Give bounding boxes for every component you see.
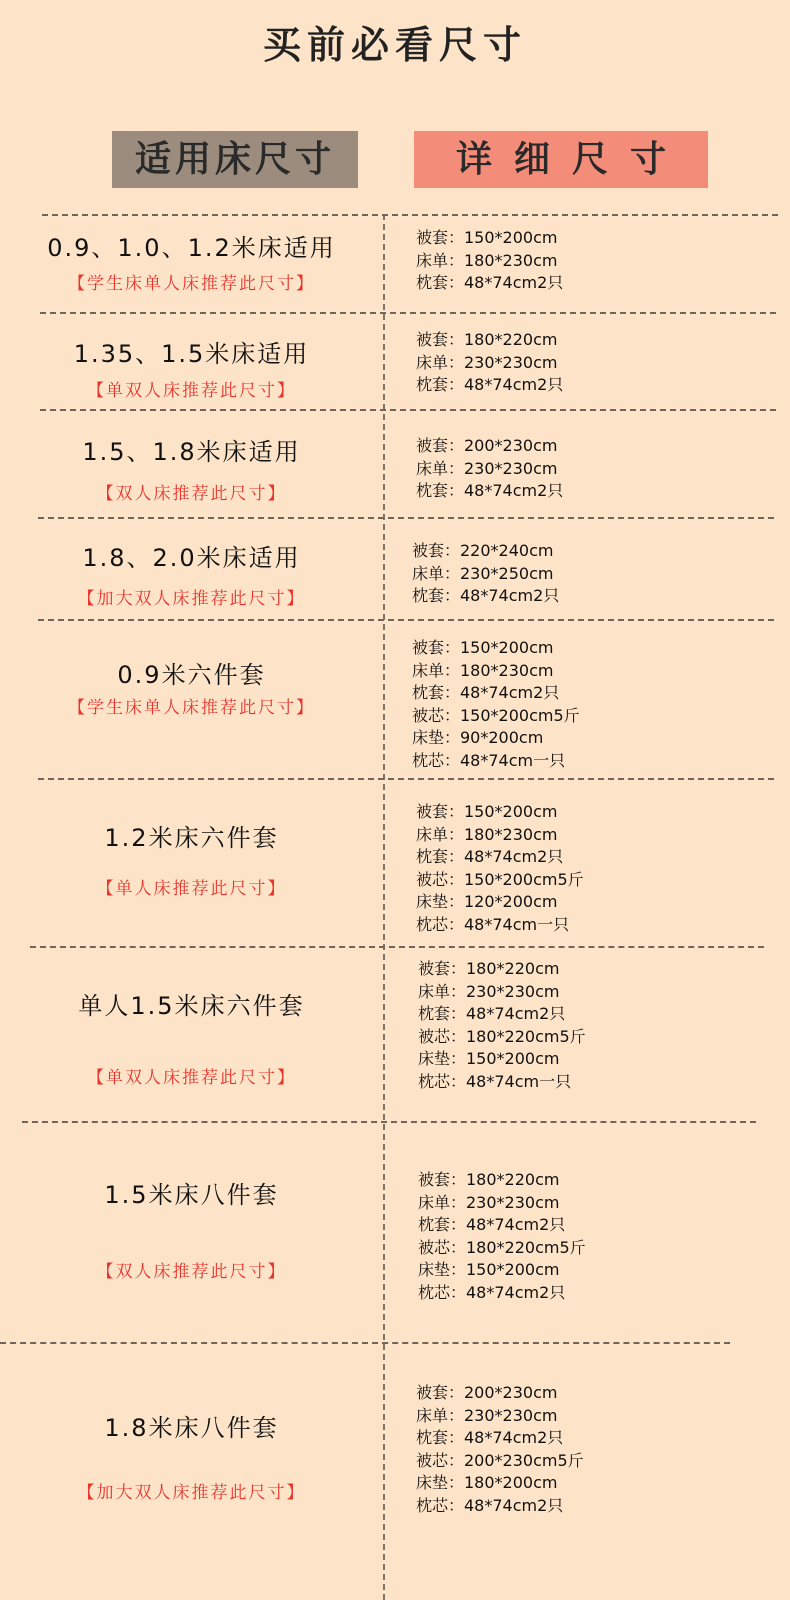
spec-duvet-cover: 被套：180*220cm <box>418 959 560 978</box>
spec-list <box>416 1382 776 1518</box>
recommendation-note: 【单人床推荐此尺寸】 <box>96 879 287 899</box>
recommendation-note: 【加大双人床推荐此尺寸】 <box>77 1483 306 1503</box>
spec-mattress-pad: 床垫：180*200cm <box>416 1473 558 1493</box>
spec-pillowcase: 枕套：48*74cm2只 <box>418 1004 566 1024</box>
spec-pillowcase: 枕套：48*74cm2只 <box>416 481 564 501</box>
row-divider <box>38 778 774 780</box>
recommendation-note: 【单双人床推荐此尺寸】 <box>87 1068 296 1088</box>
spec-pillowcase: 枕套：48*74cm2只 <box>416 1428 564 1448</box>
row-divider <box>40 312 776 314</box>
spec-list <box>416 329 776 397</box>
spec-duvet-cover: 被套：200*230cm <box>416 436 558 455</box>
row-divider <box>0 1342 730 1344</box>
spec-bed-sheet: 床单：230*230cm <box>418 1192 560 1212</box>
spec-pillowcase: 枕套：48*74cm2只 <box>412 683 560 703</box>
spec-duvet-filling: 被芯：150*200cm5斤 <box>416 869 584 889</box>
spec-pillow-insert: 枕芯：48*74cm一只 <box>418 1071 572 1091</box>
spec-duvet-cover: 被套：150*200cm <box>412 638 554 657</box>
spec-pillowcase: 枕套：48*74cm2只 <box>418 1215 566 1235</box>
bed-size-label: 1.8米床八件套 <box>104 1414 279 1442</box>
recommendation-note: 【学生床单人床推荐此尺寸】 <box>68 698 315 718</box>
bed-size-label: 0.9、1.0、1.2米床适用 <box>47 234 336 262</box>
spec-list <box>412 540 772 608</box>
recommendation-note: 【学生床单人床推荐此尺寸】 <box>68 274 315 294</box>
spec-list <box>416 227 776 295</box>
spec-duvet-cover: 被套：150*200cm <box>416 802 558 821</box>
recommendation-note: 【单双人床推荐此尺寸】 <box>87 381 296 401</box>
page-title: 买前必看尺寸 <box>262 22 527 67</box>
spec-duvet-filling: 被芯：180*220cm5斤 <box>418 1237 586 1257</box>
spec-bed-sheet: 床单：180*230cm <box>416 250 558 270</box>
spec-list <box>418 1169 778 1305</box>
spec-bed-sheet: 床单：180*230cm <box>416 824 558 844</box>
spec-pillowcase: 枕套：48*74cm2只 <box>416 273 564 293</box>
spec-duvet-filling: 被芯：200*230cm5斤 <box>416 1450 584 1470</box>
spec-list <box>418 958 778 1094</box>
spec-pillowcase: 枕套：48*74cm2只 <box>416 375 564 395</box>
spec-bed-sheet: 床单：230*230cm <box>416 352 558 372</box>
spec-duvet-cover: 被套：180*220cm <box>416 330 558 349</box>
bed-size-label: 1.2米床六件套 <box>104 824 279 852</box>
spec-duvet-filling: 被芯：180*220cm5斤 <box>418 1026 586 1046</box>
spec-bed-sheet: 床单：180*230cm <box>412 660 554 680</box>
spec-bed-sheet: 床单：230*250cm <box>412 563 554 583</box>
spec-bed-sheet: 床单：230*230cm <box>416 1405 558 1425</box>
spec-pillow-insert: 枕芯：48*74cm一只 <box>416 914 570 934</box>
bed-size-label: 单人1.5米床六件套 <box>78 992 305 1020</box>
bed-size-label: 1.5米床八件套 <box>104 1181 279 1209</box>
row-divider <box>40 409 776 411</box>
bed-size-label: 0.9米六件套 <box>117 661 266 689</box>
bed-size-label: 1.5、1.8米床适用 <box>82 438 301 466</box>
spec-mattress-pad: 床垫：120*200cm <box>416 892 558 912</box>
spec-duvet-cover: 被套：150*200cm <box>416 228 558 247</box>
spec-list <box>412 637 772 773</box>
spec-mattress-pad: 床垫：150*200cm <box>418 1049 560 1069</box>
row-divider <box>38 619 774 621</box>
header-detail-size: 详细尺寸 <box>414 131 708 188</box>
spec-bed-sheet: 床单：230*230cm <box>418 981 560 1001</box>
spec-list <box>416 801 776 937</box>
row-divider <box>42 214 778 216</box>
spec-duvet-filling: 被芯：150*200cm5斤 <box>412 705 580 725</box>
spec-pillowcase: 枕套：48*74cm2只 <box>412 586 560 606</box>
recommendation-note: 【加大双人床推荐此尺寸】 <box>77 589 306 609</box>
spec-pillow-insert: 枕芯：48*74cm一只 <box>412 750 566 770</box>
spec-duvet-cover: 被套：180*220cm <box>418 1170 560 1189</box>
spec-mattress-pad: 床垫：90*200cm <box>412 728 544 748</box>
spec-pillow-insert: 枕芯：48*74cm2只 <box>418 1282 566 1302</box>
spec-pillowcase: 枕套：48*74cm2只 <box>416 847 564 867</box>
column-divider <box>383 214 385 1600</box>
recommendation-note: 【双人床推荐此尺寸】 <box>96 1262 287 1282</box>
spec-list <box>416 435 776 503</box>
spec-mattress-pad: 床垫：150*200cm <box>418 1260 560 1280</box>
spec-duvet-cover: 被套：200*230cm <box>416 1383 558 1402</box>
row-divider <box>38 517 774 519</box>
row-divider <box>22 1121 756 1123</box>
header-bed-size: 适用床尺寸 <box>112 131 358 188</box>
recommendation-note: 【双人床推荐此尺寸】 <box>96 484 287 504</box>
row-divider <box>30 946 764 948</box>
spec-bed-sheet: 床单：230*230cm <box>416 458 558 478</box>
spec-duvet-cover: 被套：220*240cm <box>412 541 554 560</box>
bed-size-label: 1.35、1.5米床适用 <box>73 340 310 368</box>
spec-pillow-insert: 枕芯：48*74cm2只 <box>416 1495 564 1515</box>
bed-size-label: 1.8、2.0米床适用 <box>82 544 301 572</box>
